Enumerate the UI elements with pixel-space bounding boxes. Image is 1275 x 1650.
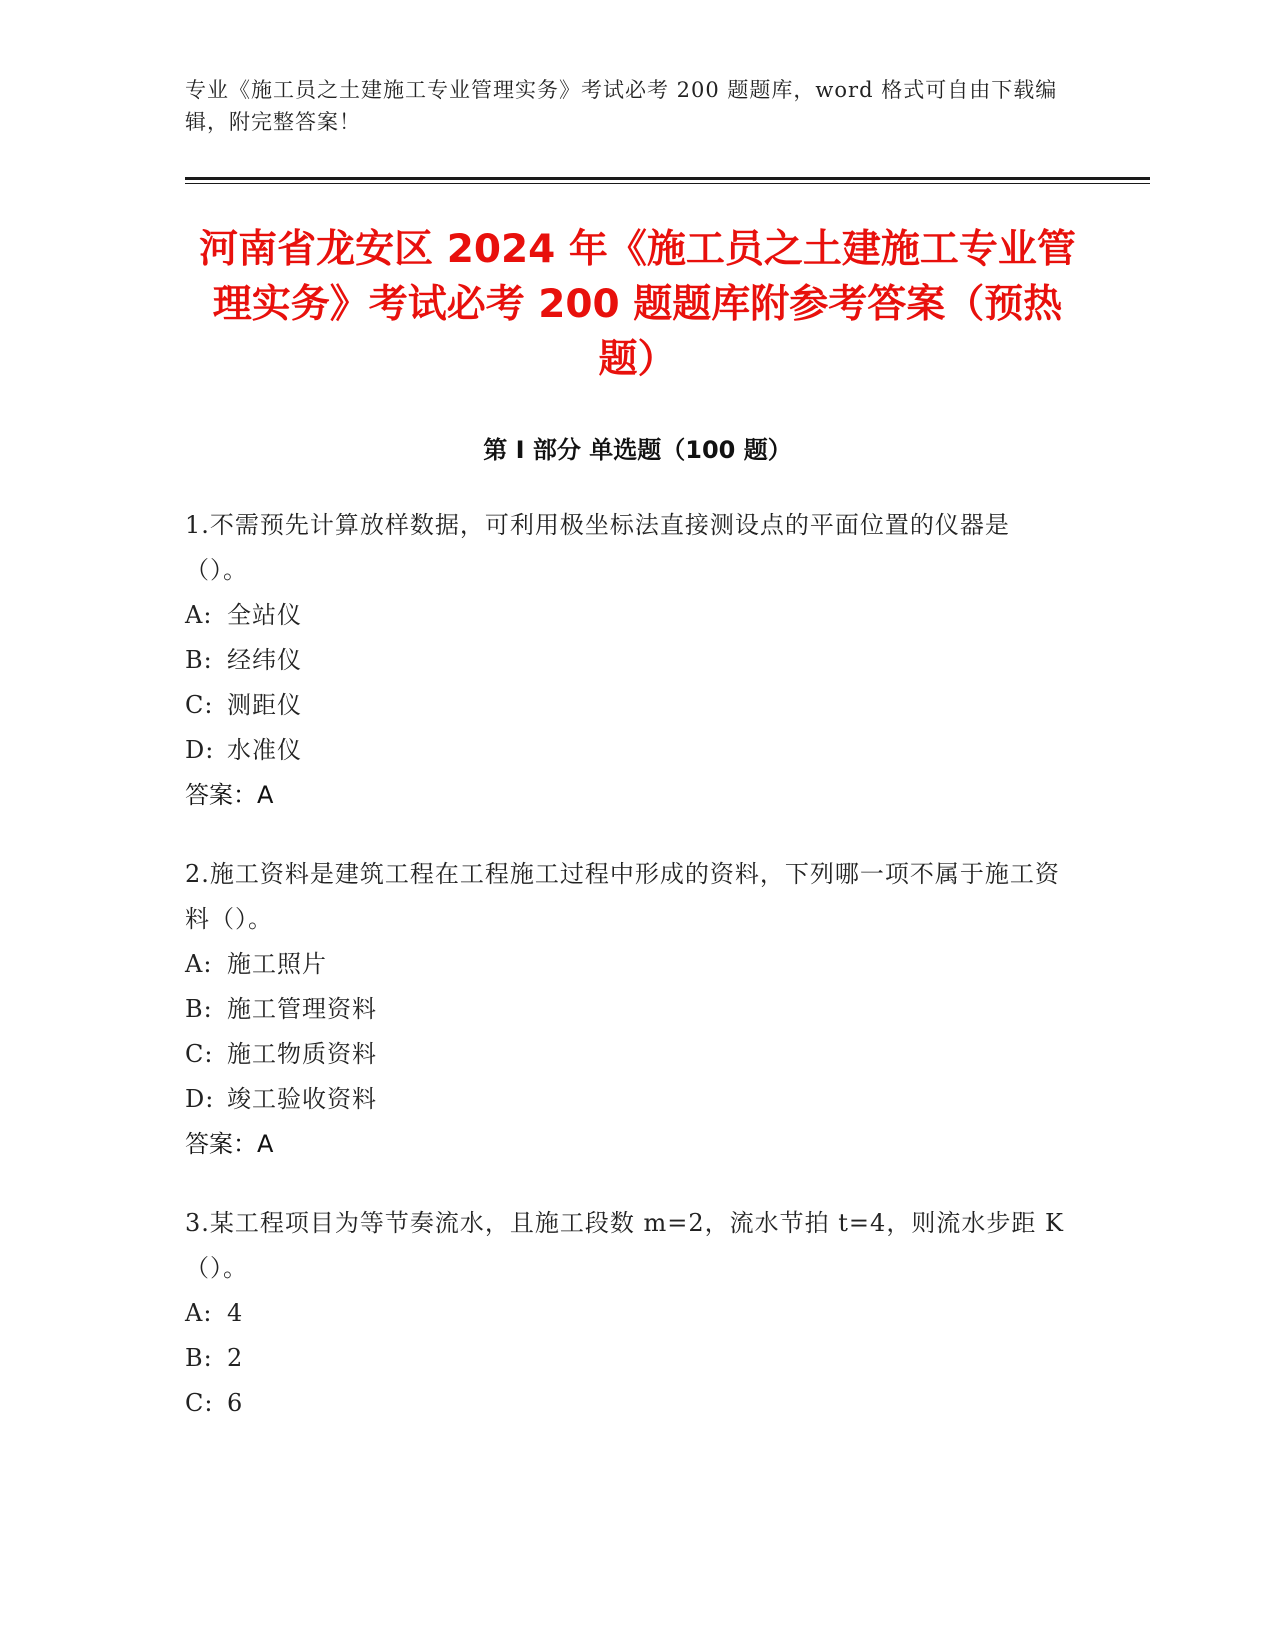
option-letter: B:: [185, 1344, 213, 1372]
option-letter: A:: [185, 601, 213, 629]
option-letter: B:: [185, 995, 213, 1023]
option-letter: C:: [185, 1389, 214, 1417]
answer-line: 答案：A: [185, 1130, 274, 1158]
option-letter: D:: [185, 1085, 215, 1113]
option-text: 施工物质资料: [227, 1040, 377, 1068]
option-c: [185, 1032, 1065, 1077]
question-2: [185, 852, 1065, 1167]
option-a: [185, 942, 1065, 987]
option-letter: A:: [185, 950, 213, 978]
answer-line: 答案：A: [185, 781, 274, 809]
question-stem: 1.不需预先计算放样数据，可利用极坐标法直接测设点的平面位置的仪器是（）。: [185, 511, 1010, 584]
option-text: 6: [227, 1389, 244, 1417]
option-letter: C:: [185, 1040, 214, 1068]
question-stem: 3.某工程项目为等节奏流水，且施工段数 m=2，流水节拍 t=4，则流水步距 K（）。: [185, 1209, 1064, 1282]
option-text: 全站仪: [227, 601, 302, 629]
option-c: [185, 1381, 1065, 1426]
option-b: [185, 638, 1065, 683]
header-divider-thin: [185, 183, 1150, 184]
option-text: 经纬仪: [227, 646, 302, 674]
option-text: 施工管理资料: [227, 995, 377, 1023]
header-divider-thick: [185, 177, 1150, 180]
option-text: 竣工验收资料: [227, 1085, 377, 1113]
question-1: [185, 503, 1065, 818]
option-d: [185, 728, 1065, 773]
option-text: 2: [227, 1344, 244, 1372]
option-d: [185, 1077, 1065, 1122]
option-text: 4: [227, 1299, 244, 1327]
option-b: [185, 1336, 1065, 1381]
option-c: [185, 683, 1065, 728]
option-text: 测距仪: [227, 691, 302, 719]
question-3: [185, 1201, 1065, 1426]
document-title: 河南省龙安区 2024 年《施工员之土建施工专业管理实务》考试必考 200 题题库附参考答案（预热题）: [199, 227, 1076, 382]
option-b: [185, 987, 1065, 1032]
option-letter: D:: [185, 736, 215, 764]
option-a: [185, 593, 1065, 638]
option-letter: C:: [185, 691, 214, 719]
option-text: 水准仪: [227, 736, 302, 764]
option-letter: B:: [185, 646, 213, 674]
option-a: [185, 1291, 1065, 1336]
option-text: 施工照片: [227, 950, 327, 978]
question-stem: 2.施工资料是建筑工程在工程施工过程中形成的资料，下列哪一项不属于施工资料（）。: [185, 860, 1060, 933]
header-note: 专业《施工员之土建施工专业管理实务》考试必考 200 题题库，word 格式可自由下载编辑，附完整答案！: [185, 78, 1058, 134]
section-heading: 第 I 部分 单选题（100 题）: [483, 436, 792, 464]
option-letter: A:: [185, 1299, 213, 1327]
